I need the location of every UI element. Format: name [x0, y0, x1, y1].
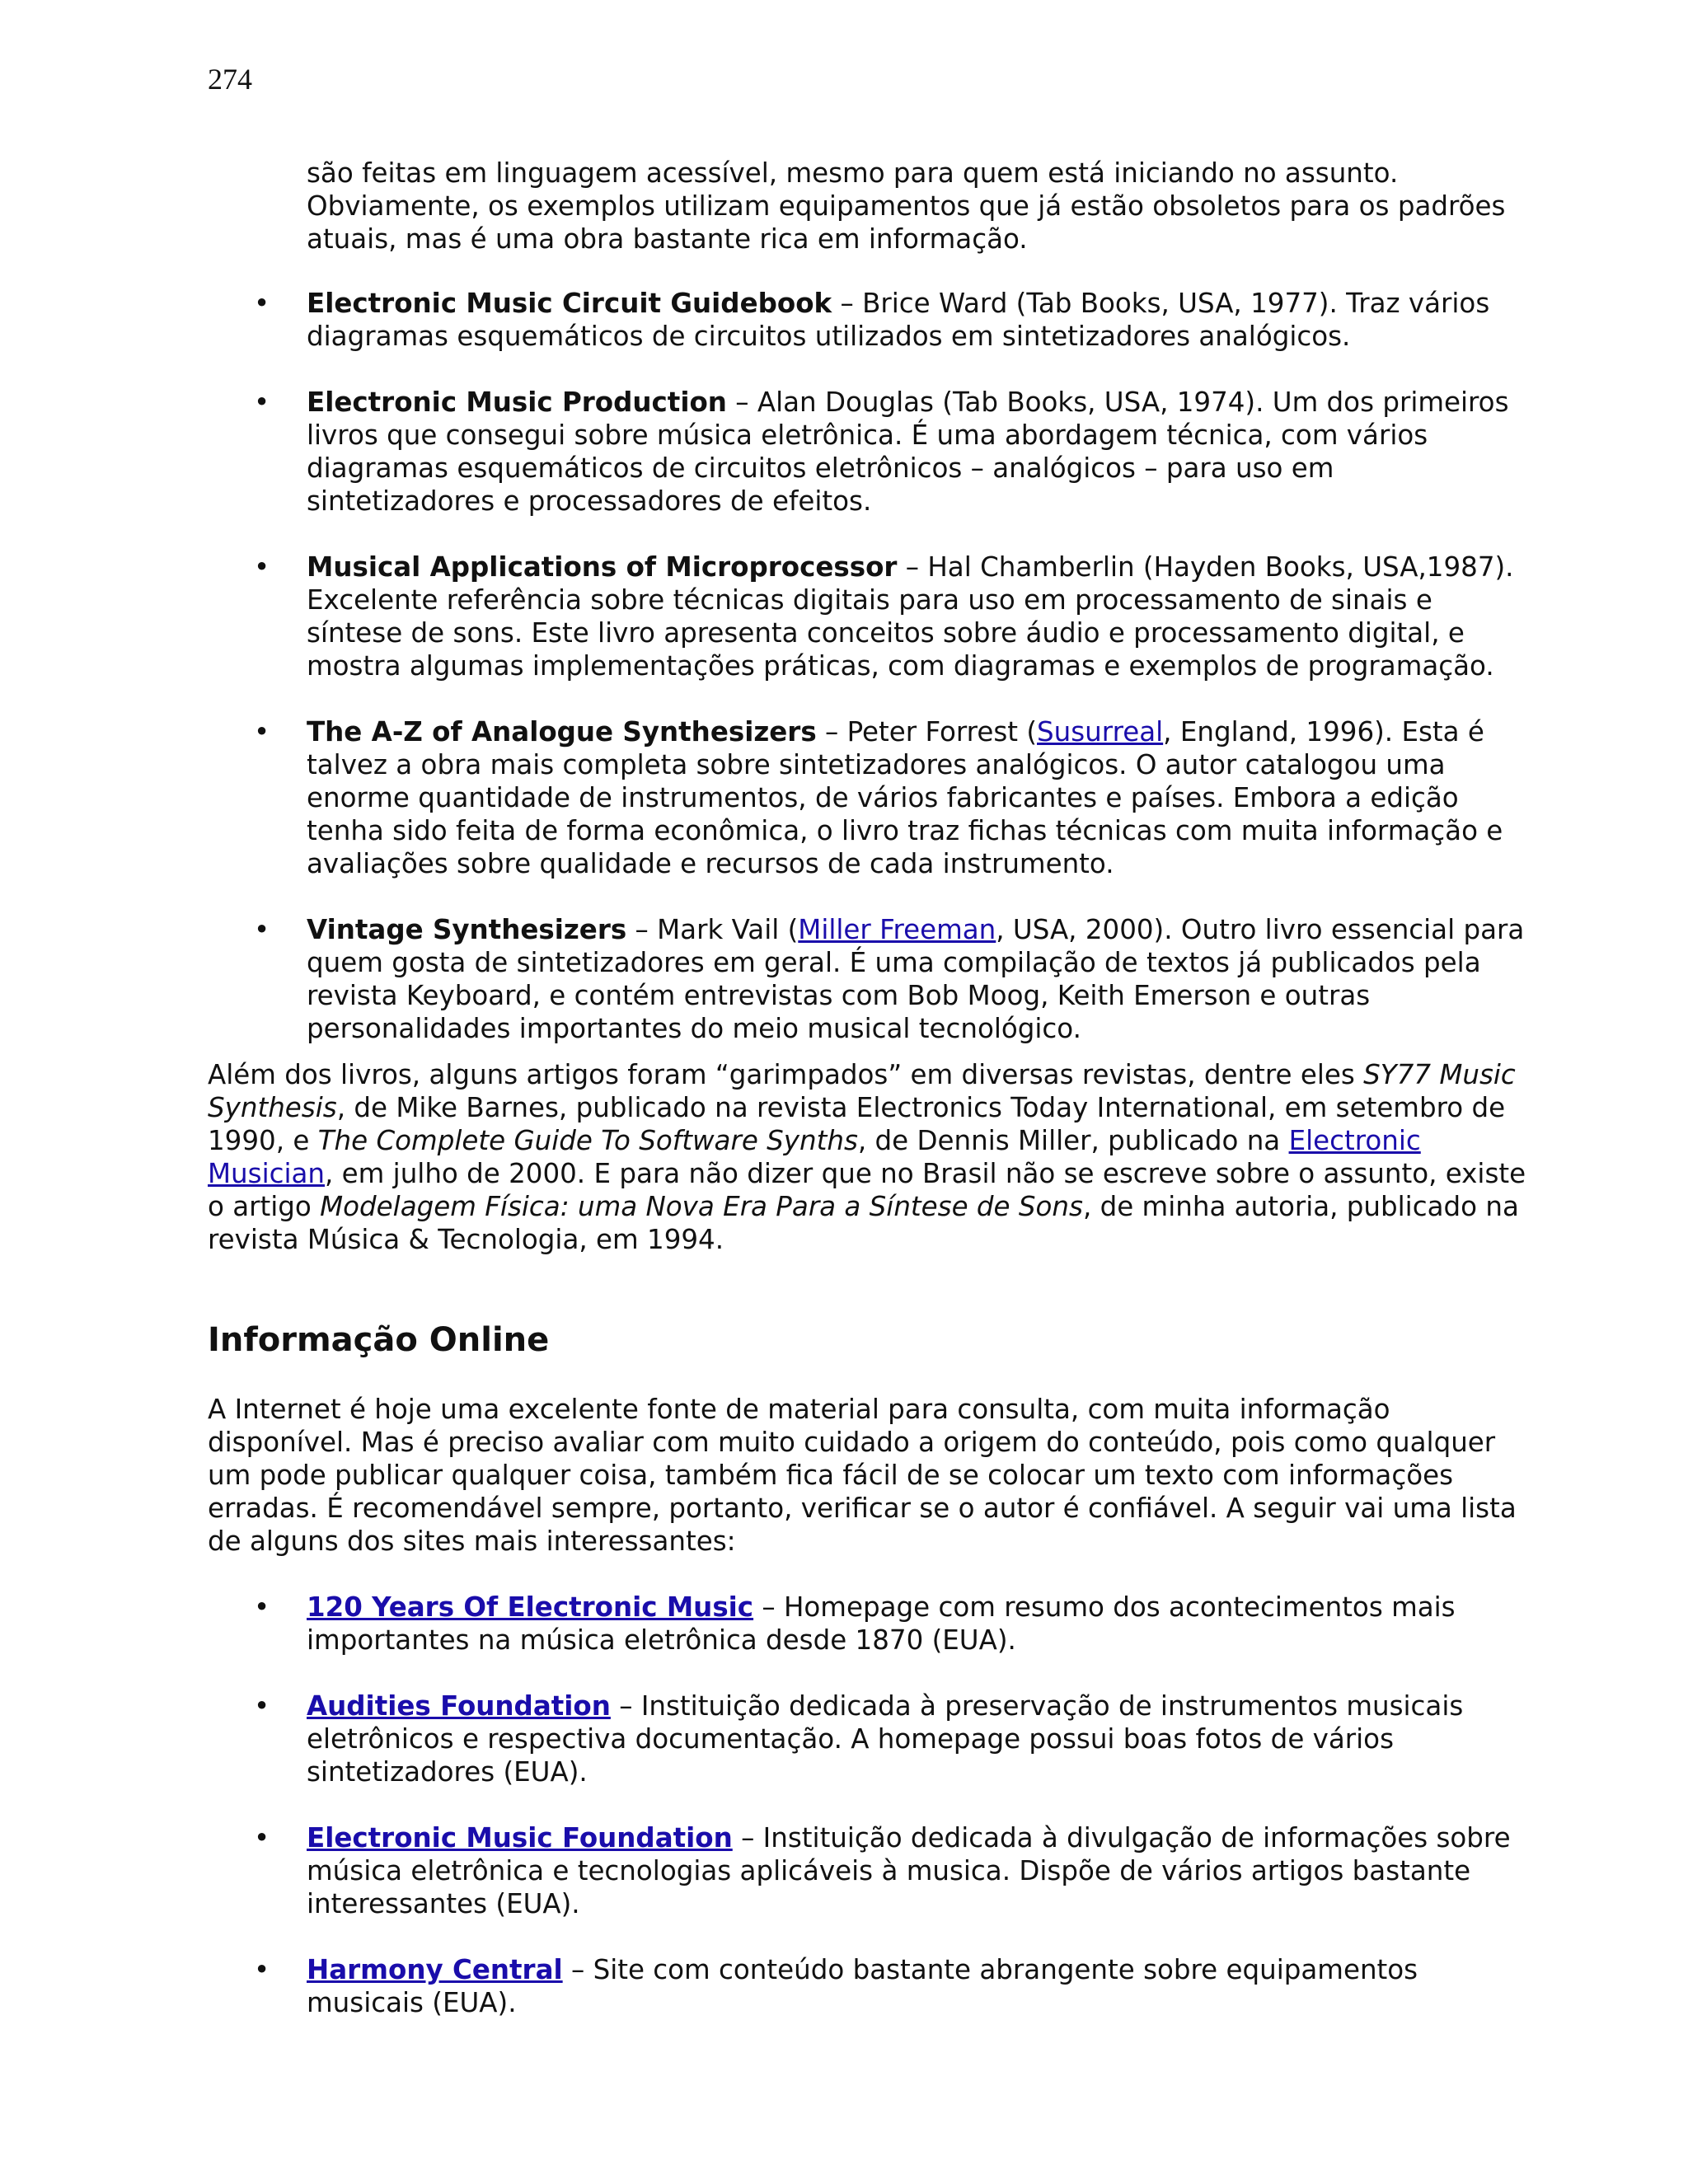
articles-text: , de minha autoria, publicado na revista Música & Tecnologia, em 1994.	[208, 1191, 1519, 1255]
bullet-icon: •	[254, 1591, 270, 1623]
list-item-site	[208, 1953, 1526, 2019]
site-link-120-years[interactable]: 120 Years Of Electronic Music	[307, 1591, 754, 1623]
bullet-icon: •	[254, 1954, 270, 1985]
list-item-site	[208, 1821, 1526, 1920]
bullet-icon: •	[254, 1822, 270, 1854]
site-description: – Site com conteúdo bastante abrangente sobre equipamentos musicais (EUA).	[307, 1954, 1418, 2018]
intro-paragraph: A Internet é hoje uma excelente fonte de material para consulta, com muita informação disponível. Mas é preciso avaliar com muito cuidado a origem do conteúdo, pois como qualquer um pode publicar qualquer coisa, também fica fácil de se colocar um texto com informações erradas. É recomendável sempre, portanto, verificar se o autor é confiável. A seguir vai uma lista de alguns dos sites mais interessantes:	[208, 1394, 1517, 1557]
page-number: 274	[208, 63, 252, 96]
site-link-electronic-music-foundation[interactable]: Electronic Music Foundation	[307, 1822, 733, 1854]
bullet-icon: •	[254, 1690, 270, 1722]
book-description-continued: , USA, 2000). Outro livro essencial para quem gosta de sintetizadores em geral. É uma compilação de textos já publicados pela revista Keyboard, e contém entrevistas com Bob Moog, Keith Emerson e outras personalidades importantes do meio musical tecnológico.	[307, 914, 1525, 1044]
site-description: – Homepage com resumo dos acontecimentos mais importantes na música eletrônica desde 1870 (EUA).	[307, 1591, 1456, 1656]
articles-text: , em julho de 2000. E para não dizer que no Brasil não se escreve sobre o assunto, existe o artigo	[208, 1158, 1526, 1222]
publisher-link-susurreal[interactable]: Susurreal	[1037, 716, 1164, 748]
book-list	[208, 287, 1526, 1045]
article-title: Modelagem Física: uma Nova Era Para a Síntese de Sons	[320, 1191, 1083, 1222]
magazine-link-electronic-musician[interactable]: Electronic Musician	[208, 1125, 1421, 1189]
book-description: – Alan Douglas (Tab Books, USA, 1974). Um dos primeiros livros que consegui sobre música eletrônica. É uma abordagem técnica, com vários diagramas esquemáticos de circuitos eletrônicos – analógicos – para uso em sintetizadores e processadores de efeitos.	[307, 387, 1509, 517]
bullet-icon: •	[254, 387, 270, 418]
book-description: – Brice Ward (Tab Books, USA, 1977). Traz vários diagramas esquemáticos de circuitos utilizados em sintetizadores analógicos.	[307, 288, 1490, 352]
site-link-harmony-central[interactable]: Harmony Central	[307, 1954, 563, 1985]
book-title: Electronic Music Circuit Guidebook	[307, 288, 832, 319]
book-title: The A-Z of Analogue Synthesizers	[307, 716, 817, 748]
bullet-icon: •	[254, 914, 270, 945]
list-item-site	[208, 1690, 1526, 1788]
publisher-link-miller-freeman[interactable]: Miller Freeman	[798, 914, 996, 945]
list-item-book-circuit-guidebook	[208, 287, 1526, 353]
articles-text: Além dos livros, alguns artigos foram “garimpados” em diversas revistas, dentre eles	[208, 1059, 1364, 1090]
book-description: – Mark Vail (	[626, 914, 799, 945]
article-title: The Complete Guide To Software Synths	[317, 1125, 858, 1156]
site-list	[208, 1591, 1526, 2019]
list-item-book-a-z-analogue	[208, 715, 1526, 880]
book-title: Electronic Music Production	[307, 387, 727, 418]
bullet-icon: •	[254, 288, 270, 319]
list-item-book-vintage-synthesizers	[208, 913, 1526, 1045]
page-content	[208, 157, 1526, 2052]
article-title: SY77 Music Synthesis	[208, 1059, 1516, 1123]
book-title: Musical Applications of Microprocessor	[307, 551, 898, 583]
list-item-book-microprocessor	[208, 551, 1526, 682]
articles-paragraph	[208, 1058, 1526, 1256]
site-description: – Instituição dedicada à preservação de instrumentos musicais eletrônicos e respectiva documentação. A homepage possui boas fotos de vários sintetizadores (EUA).	[307, 1690, 1464, 1788]
bullet-icon: •	[254, 551, 270, 583]
list-item-site	[208, 1591, 1526, 1657]
section-heading: Informação Online	[208, 1321, 550, 1359]
site-link-audities-foundation[interactable]: Audities Foundation	[307, 1690, 611, 1722]
site-description: – Instituição dedicada à divulgação de informações sobre música eletrônica e tecnologias aplicáveis à musica. Dispõe de vários artigos bastante interessantes (EUA).	[307, 1822, 1511, 1919]
book-description: – Hal Chamberlin (Hayden Books, USA,1987). Excelente referência sobre técnicas digitais para uso em processamento de sinais e síntese de sons. Este livro apresenta conceitos sobre áudio e processamento digital, e mostra algumas implementações práticas, com diagramas e exemplos de programação.	[307, 551, 1514, 682]
articles-text: , de Mike Barnes, publicado na revista Electronics Today International, em setembro de 1990, e	[208, 1092, 1506, 1156]
bullet-icon: •	[254, 716, 270, 748]
list-item-book-music-production	[208, 386, 1526, 518]
book-title: Vintage Synthesizers	[307, 914, 627, 945]
continued-paragraph: são feitas em linguagem acessível, mesmo para quem está iniciando no assunto. Obviamente, os exemplos utilizam equipamentos que já estão obsoletos para os padrões atuais, mas é uma obra bastante rica em informação.	[307, 157, 1506, 255]
book-description-continued: , England, 1996). Esta é talvez a obra mais completa sobre sintetizadores analógicos. O autor catalogou uma enorme quantidade de instrumentos, de vários fabricantes e países. Embora a edição tenha sido feita de forma econômica, o livro traz fichas técnicas com muita informação e avaliações sobre qualidade e recursos de cada instrumento.	[307, 716, 1503, 879]
articles-text: , de Dennis Miller, publicado na	[857, 1125, 1289, 1156]
book-description: – Peter Forrest (	[816, 716, 1038, 748]
